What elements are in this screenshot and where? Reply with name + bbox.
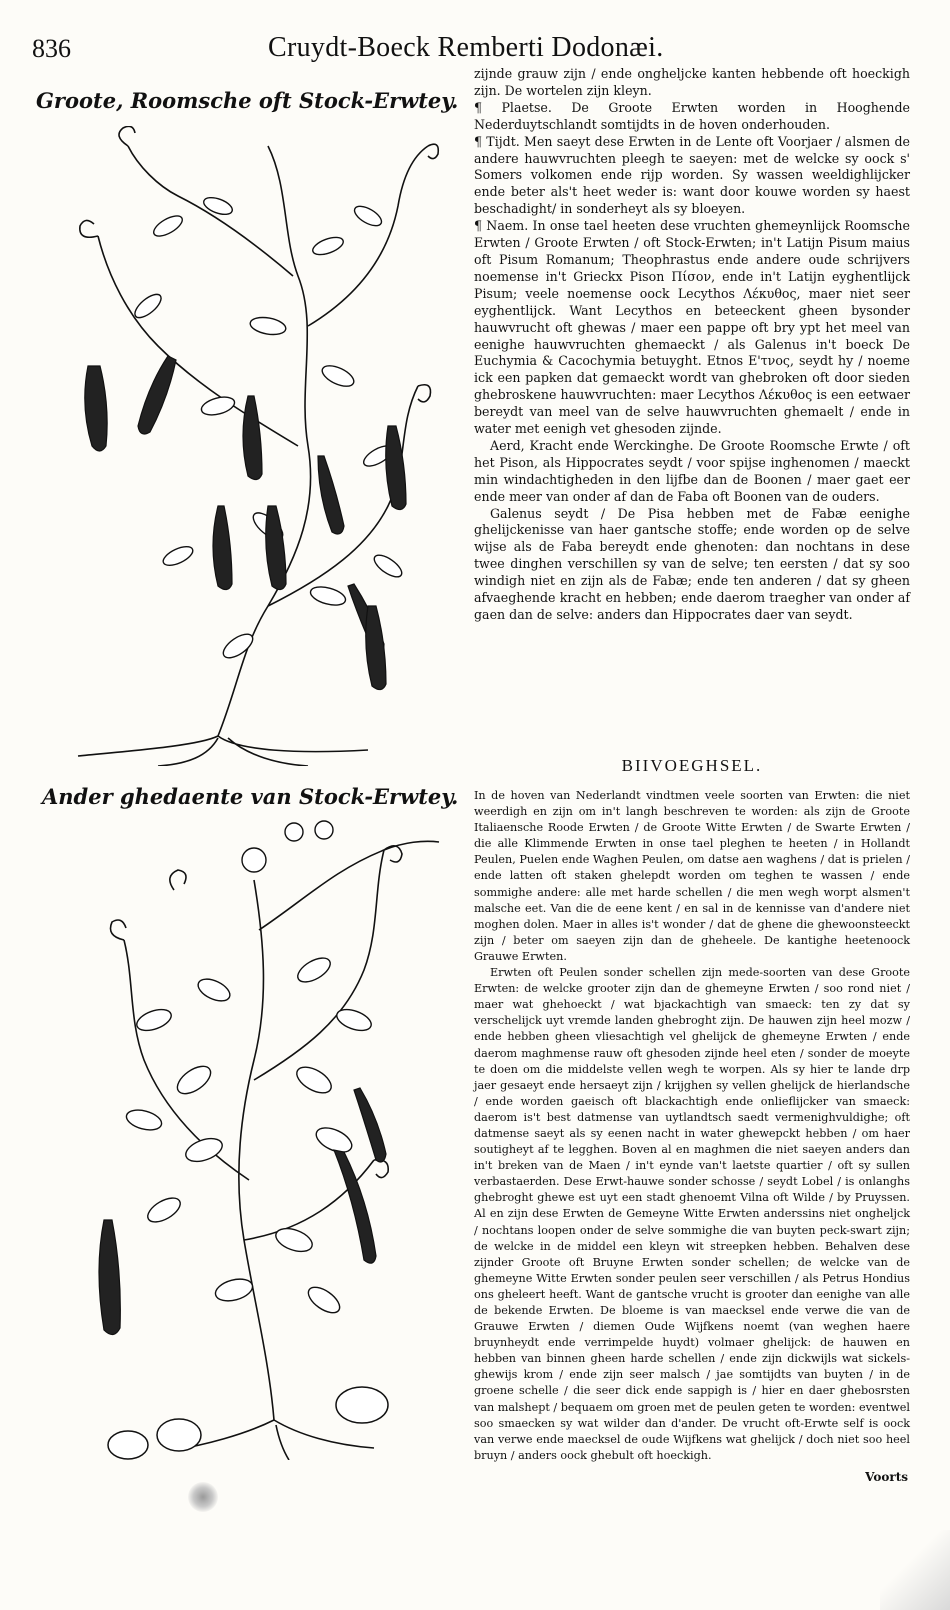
pea-pod <box>266 506 286 590</box>
leaf <box>293 1062 336 1098</box>
pea-plant-illustration-1 <box>68 126 448 766</box>
roots <box>78 736 368 766</box>
leaf <box>304 1282 344 1317</box>
stem <box>98 236 298 446</box>
leaf <box>124 1107 163 1134</box>
figure-caption-2: Ander ghedaente van Stock-Erwtey. <box>42 784 459 809</box>
section-heading: BIIVOEGHSEL. <box>621 756 763 775</box>
leaf <box>352 202 385 229</box>
tendril <box>80 220 98 237</box>
leaf <box>161 543 196 569</box>
stem <box>259 841 439 930</box>
pea-plant-illustration-2 <box>84 820 446 1460</box>
pea-pod <box>99 1220 120 1335</box>
leaf <box>313 1123 356 1157</box>
paragraph: ¶ Tijdt. Men saeyt dese Erwten in de Lente oft Voorjaer / alsmen de andere hauwvruchten pleegh te saeyen: met de welcke sy oock s' Somers volkomen ende rijp worden. Sy wassen weeldighlijcker ende beter als't heet weder is: want door kouwe worden sy haest beschadight/ in sonderheyt als sy bloeyen. <box>474 133 910 217</box>
leaf <box>334 1005 374 1034</box>
leaf <box>151 212 186 240</box>
pea-pod <box>366 606 386 690</box>
leaf <box>173 1061 216 1099</box>
page-number: 836 <box>32 34 71 63</box>
pea-pod <box>318 456 344 534</box>
paragraph: ¶ Naem. In onse tael heeten dese vruchten ghemeynlijck Roomsche Erwten / Groote Erwten / oft Stock-Erwten; in't Latijn Pisum maius oft Pisum Romanum; Theophrastus ende andere oude schrijvers noemense in't Grieckx Pison Πίσον, ende in't Latijn eyghentlijck Pisum; veele noemense oock Lecythos Λέκυθος, maer niet seer eyghentlijck. Want Lecythos en beteeckent gheen bysonder hauwvrucht oft ghewas / maer een pappe oft bry ypt het meel van eenighe hauwvruchten ghemaeckt / als Galenus in't boeck De Euchymia & Cacochymia betuyght. Etnos Ε'τνος, seydt hy / noeme ick een papken dat gemaeckt wordt van ghebroken oft door sieden ghebroskene hauwvruchten: maer Lecythos Λέκυθος is een eetwaer bereydt van meel van de selve hauwvruchten ghemaelt / ende in water met eenigh vet ghesoden zijnde. <box>474 218 910 437</box>
leaf <box>195 975 233 1006</box>
figure-caption-1: Groote, Roomsche oft Stock-Erwtey. <box>36 88 459 113</box>
page-edge-shadow <box>880 1530 950 1610</box>
paragraph: Aerd, Kracht ende Werckinghe. De Groote Roomsche Erwte / oft het Pison, als Hippocrates seydt / voor spijse inghenomen / maeckt min windachtigheden in den lijfbe dan de Boonen / maer gaet eer ende meer van onder af dan de Faba oft Boonen van de ouders. <box>474 437 910 504</box>
leaf <box>213 1275 255 1304</box>
paragraph: zijnde grauw zijn / ende ongheljcke kanten hebbende oft hoeckigh zijn. De wortelen zijn kleyn. <box>474 66 910 98</box>
flower <box>285 823 303 841</box>
pea-pod <box>386 426 406 510</box>
leaf <box>183 1134 226 1166</box>
tendril <box>119 126 135 146</box>
pea-pod <box>85 366 107 451</box>
stem <box>308 146 428 326</box>
pea-pod <box>243 396 262 480</box>
roots <box>174 1420 374 1460</box>
paragraph: In de hoven van Nederlandt vindtmen veele soorten van Erwten: die niet weerdigh en zijn om in't langh beschreven te worden: als zijn de Groote Italiaensche Roode Erwten / de Groote Witte Erwten / de Swarte Erwten / die alle Klimmende Erwten in onse tael pleghen te heeten / in Hollandt Peulen, Puelen ende Waghen Peulen, om datse aen waghens / dat is prielen / ende latten oft staken ghelepdt worden om teghen te wassen / ende sommighe andere: alle met harde schellen / die men wegh worpt alsmen't malsche eet. Van die de eene kent / en sal in de kennisse van d'andere niet moghen dolen. Maer in alles is't wonder / dat de ghene die ghewoonsteeckt zijn / beter om saeyen zijn dan de gheheele. De kantighe heetenoock Grauwe Erwten. <box>474 789 910 963</box>
pea-seed <box>157 1419 201 1451</box>
leaf <box>144 1193 184 1227</box>
paragraph: ¶ Plaetse. De Groote Erwten worden in Hooghende Nederduytschlandt somtijdts in de hoven onderhouden. <box>474 99 910 132</box>
leaf <box>202 194 235 217</box>
pea-seed <box>108 1431 148 1459</box>
leaf <box>134 1005 174 1034</box>
stem <box>239 880 274 1420</box>
tendril <box>418 385 431 402</box>
tendril <box>170 870 186 890</box>
flower <box>315 821 333 839</box>
leaf <box>309 584 348 609</box>
text-column-main <box>474 66 910 624</box>
leaf <box>371 551 405 581</box>
tendril <box>428 144 438 158</box>
catchword: Voorts <box>865 1470 908 1484</box>
tendril <box>384 846 402 862</box>
stem <box>124 940 249 1180</box>
leaf <box>273 1224 316 1256</box>
pea-seed <box>336 1387 388 1423</box>
leaf <box>311 234 346 258</box>
paragraph: Galenus seydt / De Pisa hebben met de Fabæ eenighe ghelijckenisse van haer gantsche stoffe; ende worden op de selve wijse als de Faba bereydt ende ghenoten: dan nochtans in dese twee dinghen verschillen sy van de selve; ten eersten / dat sy soo windigh niet en zijn als de Fabæ; ende ten anderen / dat sy gheen afvaeghende kracht en hebben; ende daerom traegher van onder af gaen dan de selve: anders dan Hippocrates daer van seydt. <box>474 505 910 622</box>
leaf <box>249 315 287 337</box>
flower <box>242 848 266 872</box>
tendril <box>111 920 127 940</box>
leaf <box>319 362 357 391</box>
running-title: Cruydt-Boeck Remberti Dodonæi. <box>268 32 664 63</box>
leaf <box>200 394 237 418</box>
pea-pod <box>354 1088 386 1162</box>
pea-pod <box>334 1150 376 1263</box>
text-column-bijvoegsel <box>474 788 910 1464</box>
paragraph: Erwten oft Peulen sonder schellen zijn mede-soorten van dese Groote Erwten: de welcke grooter zijn dan de ghemeyne Erwten / soo rond niet / maer wat ghehoeckt / wat bjackachtigh van smaeck: ten zy dat sy verschelijck uyt vremde landen ghebroght zijn. De hauwen zijn heel mozw / ende hebben gheen vliesachtigh vel ghelijck de ghemeyne Erwten / ende daerom maghmense rauw oft ghesoden zijnde heel eten / sonder de moeyte te doen om die middelste vellen wegh te worpen. Als sy hier te lande drp jaer gesaeyt ende hersaeyt zijn / krijghen sy vellen ghelijck de hierlandsche / ende worden gaeisch oft blackachtigh ende onlieflijcker van smaeck: daerom is't best datmense van uytlandtsch saedt vermenighvuldighe; oft datmense saeyt als sy eenen nacht in water ghewepckt hebben / om haer soutigheyt af te legghen. Boven al en maghmen die niet saeyen anders dan in't breken van de Maen / in't eynde van't laetste quartier / oft sy sullen verbastaerden. Dese Erwt-hauwe sonder schosse / seydt Lobel / is onlanghs ghebroght ghewe est uyt een stadt ghenoemt Vilna oft Wilde / by Pruyssen. Al en zijn dese Erwten de Gemeyne Witte Erwten anderssins niet ongheljck / nochtans loopen onder de selve sommighe die van buyten peck-swart zijn; de welcke in de middel een kleyn wit streepken hebben. Behalven dese zijnder Groote oft Bruyne Erwten sonder schellen; de welcke van de ghemeyne Witte Erwten sonder peulen seer verschillen / als Petrus Hondius ons gheleert heeft. Want de gantsche vrucht is grooter dan eenighe van alle de bekende Erwten. De bloeme is van maecksel ende verwe die van de Grauwe Erwten / diemen Oude Wijfkens noemt (van weghen haere bruynheydt ende verrimpelde huydt) volmaer ghelijck: de hauwen en hebben van binnen gheen harde schellen / ende zijn dickwijls wat sickels-ghewijs krom / ende zijn seer malsch / jae somtijdts van buyten / in de groene schelle / die seer dick ende sappigh is / hier en daer ghebosrsten van malshept / bequaem om groen met de peulen geten te worden: eventwel soo smaecken sy wat wilder dan d'ander. De vrucht oft-Erwte self is oock van verwe ende maecksel de oude Wijfkens wat ghelijck / doch niet soo heel bruyn / anders oock ghebult oft hoeckigh. <box>474 966 910 1462</box>
leaf <box>131 290 165 321</box>
leaf <box>219 630 256 663</box>
leaf <box>294 953 334 987</box>
pea-pod <box>138 356 176 434</box>
pea-pod <box>213 506 232 590</box>
ink-smudge <box>188 1482 218 1512</box>
